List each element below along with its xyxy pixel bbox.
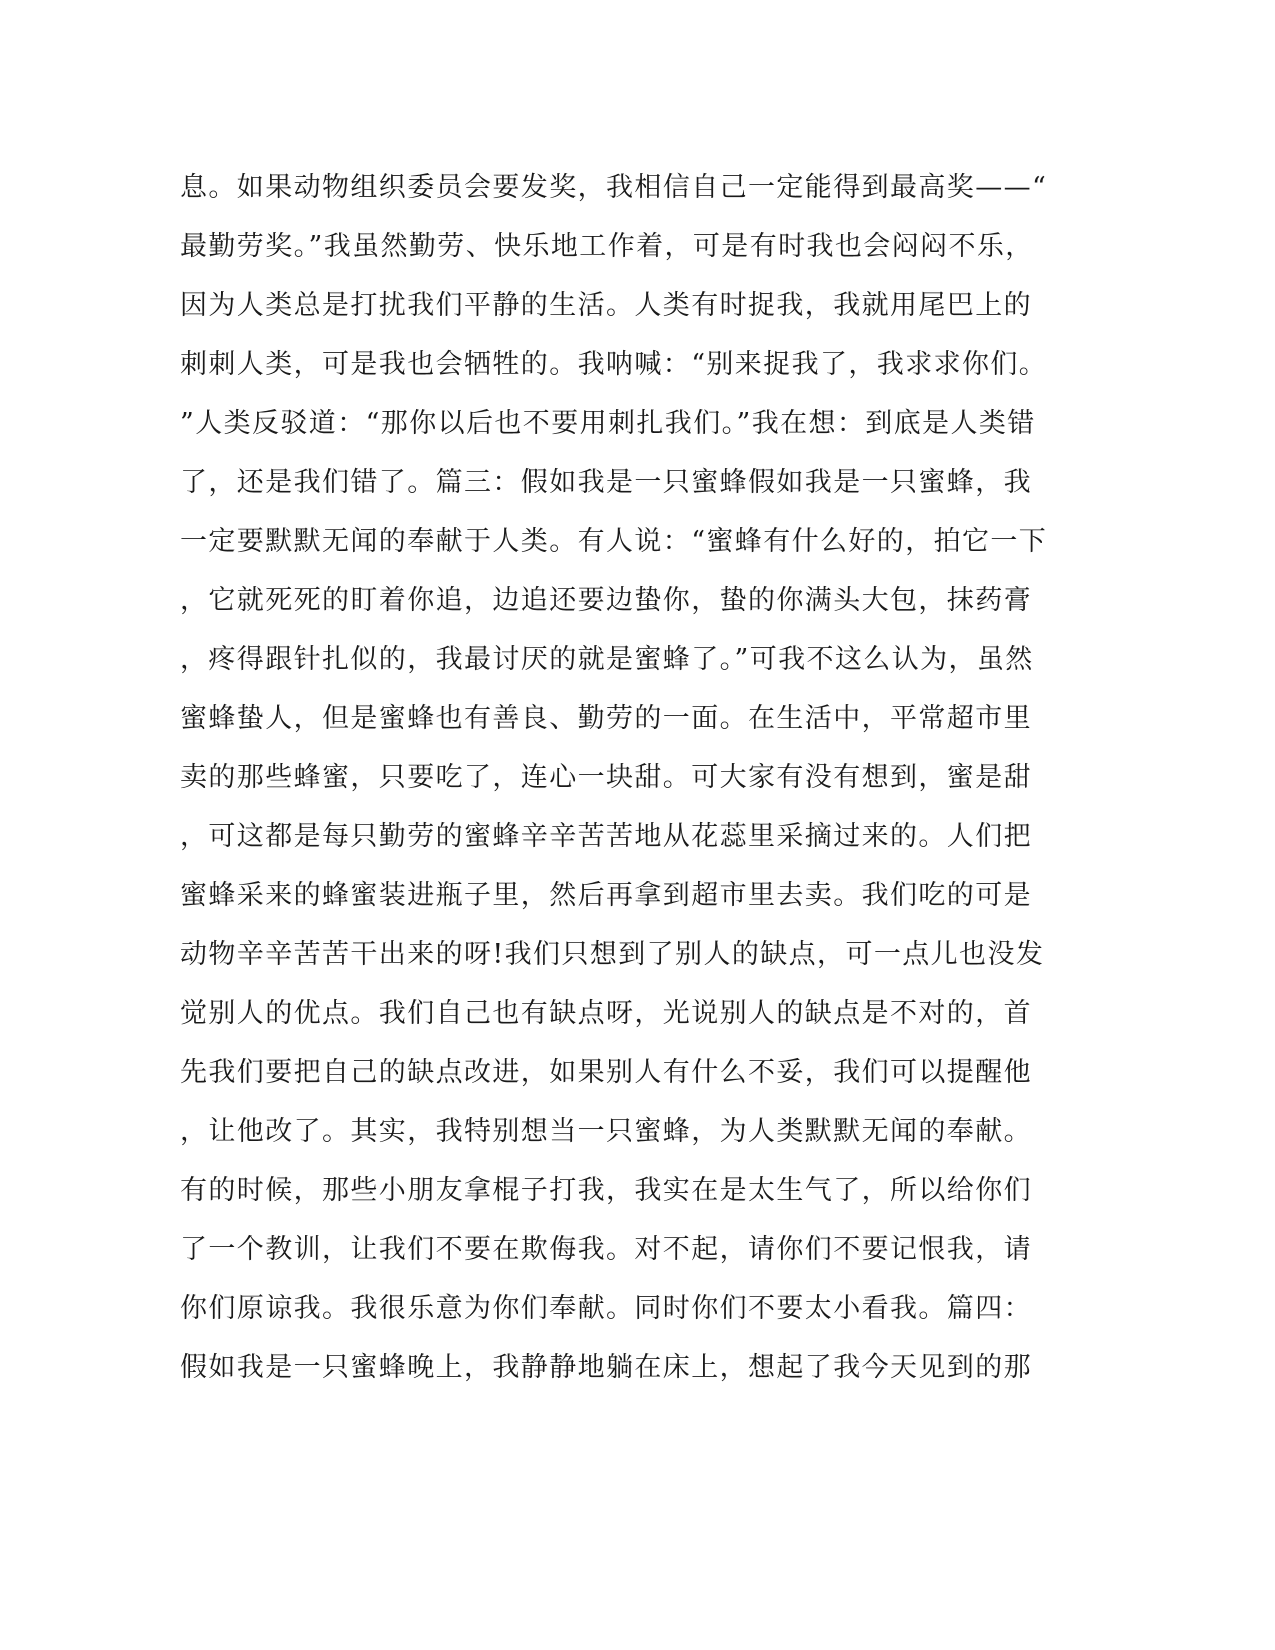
text-line: 觉别人的优点。我们自己也有缺点呀，光说别人的缺点是不对的，首 (180, 998, 1032, 1029)
text-line: 先我们要把自己的缺点改进，如果别人有什么不妥，我们可以提醒他 (180, 1057, 1032, 1088)
text-line: ”人类反驳道：“那你以后也不要用刺扎我们。”我在想：到底是人类错 (180, 408, 1036, 439)
text-line: 假如我是一只蜜蜂晚上，我静静地躺在床上，想起了我今天见到的那 (180, 1352, 1032, 1383)
text-line: 有的时候，那些小朋友拿棍子打我，我实在是太生气了，所以给你们 (180, 1175, 1032, 1206)
text-line: 刺刺人类，可是我也会牺牲的。我呐喊：“别来捉我了，我求求你们。 (180, 349, 1048, 380)
text-line: 息。如果动物组织委员会要发奖，我相信自己一定能得到最高奖——“ (180, 172, 1048, 203)
text-line: 了，还是我们错了。篇三：假如我是一只蜜蜂假如我是一只蜜蜂，我 (180, 467, 1032, 498)
text-line: 蜜蜂采来的蜂蜜装进瓶子里，然后再拿到超市里去卖。我们吃的可是 (180, 880, 1032, 911)
text-line: 蜜蜂蛰人，但是蜜蜂也有善良、勤劳的一面。在生活中，平常超市里 (180, 703, 1032, 734)
text-line: 动物辛辛苦苦干出来的呀!我们只想到了别人的缺点，可一点儿也没发 (180, 939, 1045, 970)
body-text (180, 158, 1048, 1397)
text-line: 你们原谅我。我很乐意为你们奉献。同时你们不要太小看我。篇四： (180, 1293, 1032, 1324)
text-line: ，疼得跟针扎似的，我最讨厌的就是蜜蜂了。”可我不这么认为，虽然 (180, 644, 1034, 675)
text-line: 了一个教训，让我们不要在欺侮我。对不起，请你们不要记恨我，请 (180, 1234, 1032, 1265)
text-line: 卖的那些蜂蜜，只要吃了，连心一块甜。可大家有没有想到，蜜是甜 (180, 762, 1032, 793)
text-line: 因为人类总是打扰我们平静的生活。人类有时捉我，我就用尾巴上的 (180, 290, 1032, 321)
text-line: 一定要默默无闻的奉献于人类。有人说：“蜜蜂有什么好的，拍它一下 (180, 526, 1048, 557)
text-line: ，可这都是每只勤劳的蜜蜂辛辛苦苦地从花蕊里采摘过来的。人们把 (180, 821, 1032, 852)
text-line: ，它就死死的盯着你追，边追还要边蛰你，蛰的你满头大包，抹药膏 (180, 585, 1032, 616)
text-line: 最勤劳奖。”我虽然勤劳、快乐地工作着，可是有时我也会闷闷不乐， (180, 231, 1034, 262)
text-line: ，让他改了。其实，我特别想当一只蜜蜂，为人类默默无闻的奉献。 (180, 1116, 1032, 1147)
